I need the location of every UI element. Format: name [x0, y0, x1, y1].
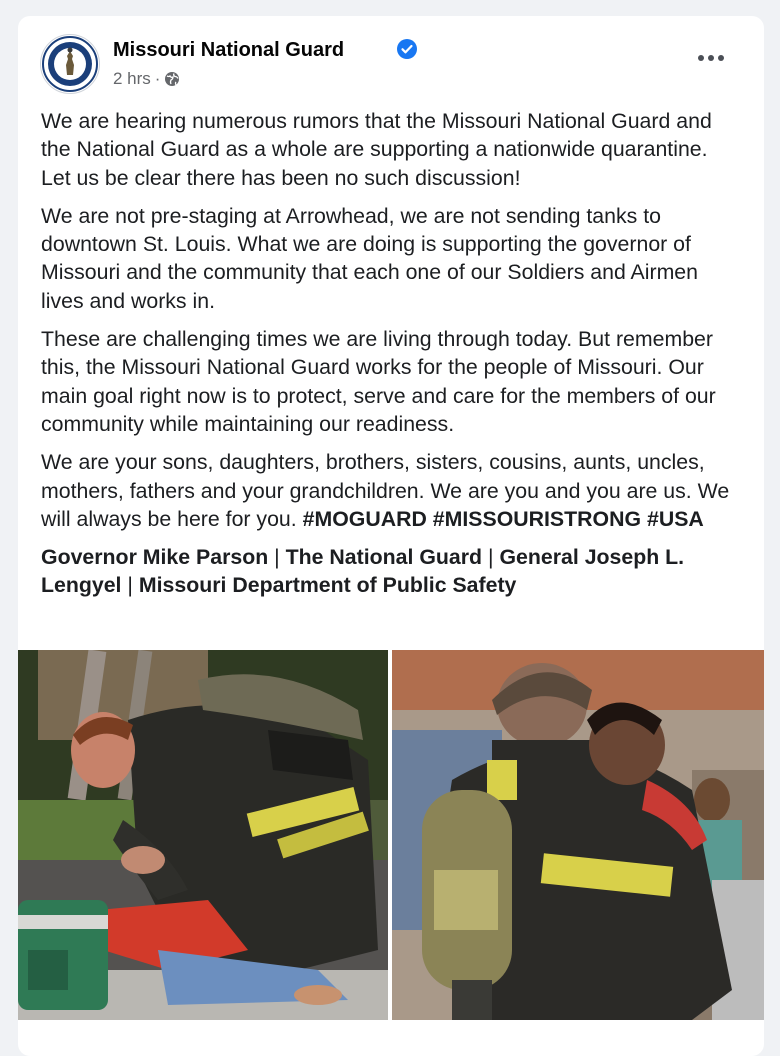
- post-photo-firefighter-kneeling[interactable]: [18, 650, 388, 1020]
- tag-separator: |: [127, 573, 133, 598]
- hashtag-link[interactable]: #MOGUARD: [302, 506, 427, 531]
- page-name-link[interactable]: Missouri National Guard: [113, 39, 345, 61]
- post-timestamp[interactable]: 2 hrs: [113, 69, 151, 88]
- more-options-button[interactable]: [694, 48, 728, 68]
- tag-separator: |: [488, 545, 494, 570]
- photo-firefighter-carrying-image: [392, 650, 764, 1020]
- tagged-pages: [41, 543, 741, 600]
- post-paragraph-text: We are your sons, daughters, brothers, sisters, cousins, aunts, uncles, mothers, fathers and your grandchildren. We are you and you are us. We will always be here for you.: [41, 450, 730, 531]
- tag-separator: |: [274, 545, 280, 570]
- tagged-page-link[interactable]: The National Guard: [285, 545, 483, 570]
- post-paragraph-with-hashtags: [41, 448, 741, 533]
- post-paragraph: We are not pre-staging at Arrowhead, we are not sending tanks to downtown St. Louis. What we are doing is supporting the governor of Missouri and the community that each one of our Soldiers and Airmen lives and works in.: [41, 203, 699, 313]
- post-card: [18, 16, 764, 1056]
- guard-seal-icon: [41, 35, 99, 93]
- post-meta: [113, 69, 180, 89]
- more-dot: [698, 55, 704, 61]
- post-paragraph: These are challenging times we are living through today. But remember this, the Missouri National Guard works for the people of Missouri. Our main goal right now is to protect, serve and care for the members of our community while maintaining our readiness.: [41, 327, 716, 436]
- hashtag-link[interactable]: #MISSOURISTRONG: [432, 506, 642, 531]
- verified-badge-icon: [397, 39, 417, 59]
- meta-separator: ·: [154, 69, 161, 88]
- post-paragraph: We are hearing numerous rumors that the Missouri National Guard and the National Guard as a whole are supporting a nationwide quarantine. Let us be clear there has been no such discussion!: [41, 109, 712, 190]
- globe-icon[interactable]: [164, 71, 180, 87]
- post-message: [41, 107, 741, 610]
- post-photo-firefighter-carrying[interactable]: [392, 650, 764, 1020]
- post-header: [40, 34, 742, 94]
- tagged-page-link[interactable]: Missouri Department of Public Safety: [138, 573, 517, 598]
- page-avatar[interactable]: [40, 34, 100, 94]
- more-dot: [708, 55, 714, 61]
- hashtag-link[interactable]: #USA: [646, 506, 704, 531]
- tagged-page-link[interactable]: Governor Mike Parson: [41, 545, 269, 570]
- more-dot: [718, 55, 724, 61]
- tagged-page-link[interactable]: General Joseph L. Lengyel: [41, 545, 685, 598]
- photo-firefighter-kneeling-image: [18, 650, 388, 1020]
